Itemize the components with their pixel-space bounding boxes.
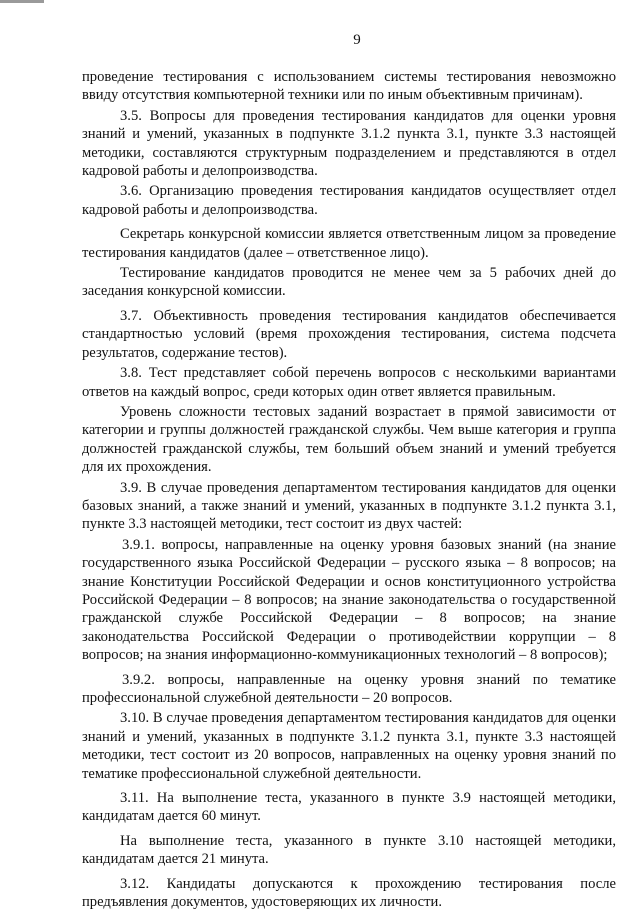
paragraph-3-10: 3.10. В случае проведения департаментом тестирования кандидатов для оценки знаний и умений, указанных в подпункте 3.1.2 пункта 3.1, пункте 3.3 настоящей методики, тест состоит из 20 вопросов, направленных на оценку уровня знаний по тематике профессиональной служебной деятельности. bbox=[82, 710, 616, 782]
paragraph-3-8: 3.8. Тест представляет собой перечень вопросов с несколькими вариантами ответов на каждый вопрос, среди которых один ответ является правильным. bbox=[82, 365, 616, 400]
scan-edge-mark bbox=[0, 0, 44, 3]
paragraph-testing-deadline: Тестирование кандидатов проводится не менее чем за 5 рабочих дней до заседания конкурсной комиссии. bbox=[82, 265, 616, 300]
paragraph-3-5: 3.5. Вопросы для проведения тестирования кандидатов для оценки уровня знаний и умений, указанных в подпункте 3.1.2 пункта 3.1, пункте 3.3 настоящей методики, составляются структурным подразделением и представляются в отдел кадровой работы и делопроизводства. bbox=[82, 107, 616, 180]
paragraph-test-time: На выполнение теста, указанного в пункте 3.10 настоящей методики, кандидатам дается 21 минута. bbox=[82, 832, 616, 868]
paragraph-3-9-2: 3.9.2. вопросы, направленные на оценку уровня знаний по тематике профессиональной служебной деятельности – 20 вопросов. bbox=[82, 671, 616, 706]
paragraph-continuation: проведение тестирования с использованием системы тестирования невозможно ввиду отсутствия компьютерной техники или по иным объективным причинам). bbox=[82, 69, 616, 104]
paragraph-3-11: 3.11. На выполнение теста, указанного в пункте 3.9 настоящей методики, кандидатам дается 60 минут. bbox=[82, 790, 616, 825]
paragraph-3-7: 3.7. Объективность проведения тестирования кандидатов обеспечивается стандартностью условий (время прохождения тестирования, система подсчета результатов, содержание тестов). bbox=[82, 307, 616, 361]
paragraph-difficulty: Уровень сложности тестовых заданий возрастает в прямой зависимости от категории и группы должностей гражданской службы. Чем выше категория и группа должностей гражданской службы, тем больший объем знаний и умений требуется для их прохождения. bbox=[82, 403, 616, 476]
paragraph-3-9-1: 3.9.1. вопросы, направленные на оценку уровня базовых знаний (на знание государственного языка Российской Федерации – русского языка – 8 вопросов; на знание Конституции Российской Федерации и основ конституционного устройства Российской Федерации – 8 вопросов; на знание законодательства о государственной гражданской службе Российской Федерации – 8 вопросов; на знание законодательства Российской Федерации о противодействии коррупции – 8 вопросов; на знания информационно-коммуникационных технологий – 8 вопросов); bbox=[82, 536, 616, 664]
paragraph-3-6: 3.6. Организацию проведения тестирования кандидатов осуществляет отдел кадровой работы и делопроизводства. bbox=[82, 183, 616, 218]
page-number: 9 bbox=[353, 32, 361, 48]
paragraph-secretary: Секретарь конкурсной комиссии является ответственным лицом за проведение тестирования кандидатов (далее – ответственное лицо). bbox=[82, 226, 616, 261]
document-page bbox=[82, 8, 616, 913]
paragraph-3-12: 3.12. Кандидаты допускаются к прохождению тестирования после предъявления документов, удостоверяющих их личности. bbox=[82, 875, 616, 911]
paragraph-3-9: 3.9. В случае проведения департаментом тестирования кандидатов для оценки базовых знаний, а также знаний и умений, указанных в подпункте 3.1.2 пункта 3.1, пункте 3.3 настоящей методики, тест состоит из двух частей: bbox=[82, 479, 616, 533]
